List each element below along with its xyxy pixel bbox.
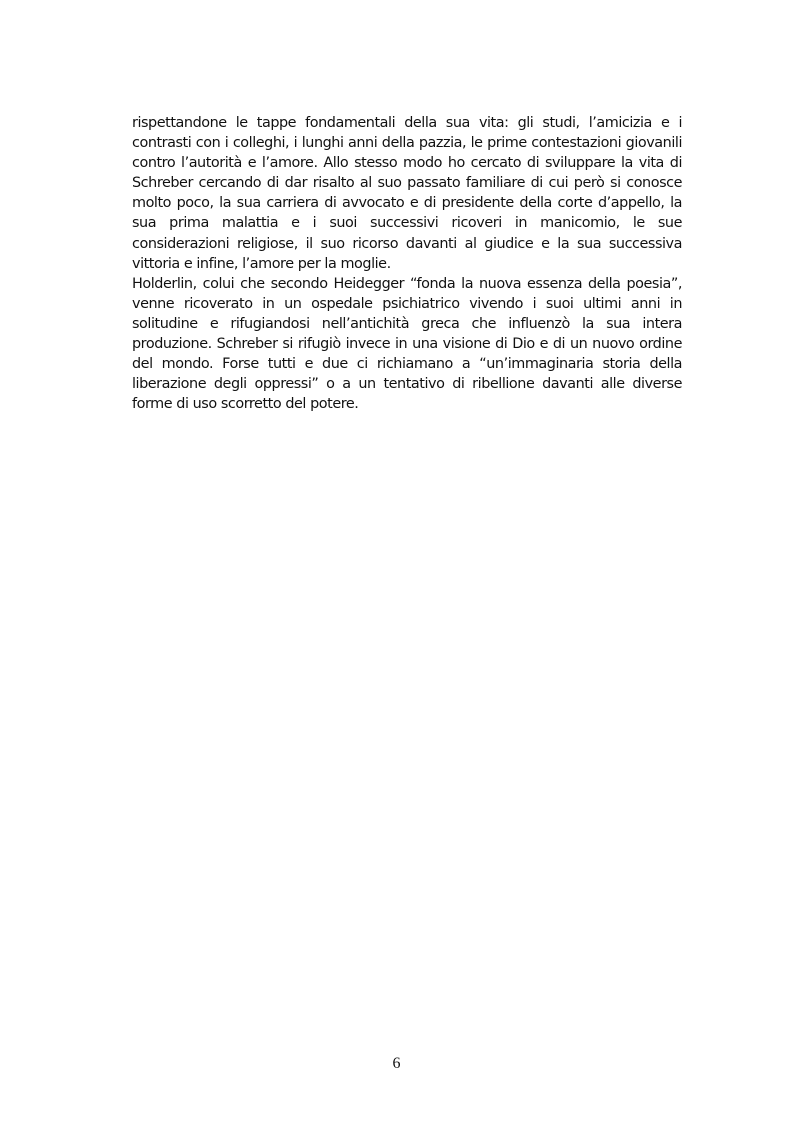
paragraph-1: rispettandone le tappe fondamentali della sua vita: gli studi, l’amicizia e i contrasti con i colleghi, i lunghi anni della pazzia, le prime contestazioni giovanili contro l’autorità e l’amore. Allo stesso modo ho cercato di sviluppare la vita di Schreber cercando di dar risalto al suo passato familiare di cui però si conosce molto poco, la sua carriera di avvocato e di presidente della corte d’appello, la sua prima malattia e i suoi successivi ricoveri in manicomio, le sue considerazioni religiose, il suo ricorso davanti al giudice e la sua successiva vittoria e infine, l’amore per la moglie. xyxy=(132,115,682,272)
page-number: 6 xyxy=(392,1055,401,1072)
paragraph-2: Holderlin, colui che secondo Heidegger “fonda la nuova essenza della poesia”, venne ricoverato in un ospedale psichiatrico vivendo i suoi ultimi anni in solitudine e rifugiandosi nell’antichità greca che influenzò la sua intera produzione. Schreber si rifugiò invece in una visione di Dio e di un nuovo ordine del mondo. Forse tutti e due ci richiamano a “un’immaginaria storia della liberazione degli oppressi” o a un tentativo di ribellione davanti alle diverse forme di uso scorretto del potere. xyxy=(132,275,682,413)
body-text xyxy=(132,113,682,414)
